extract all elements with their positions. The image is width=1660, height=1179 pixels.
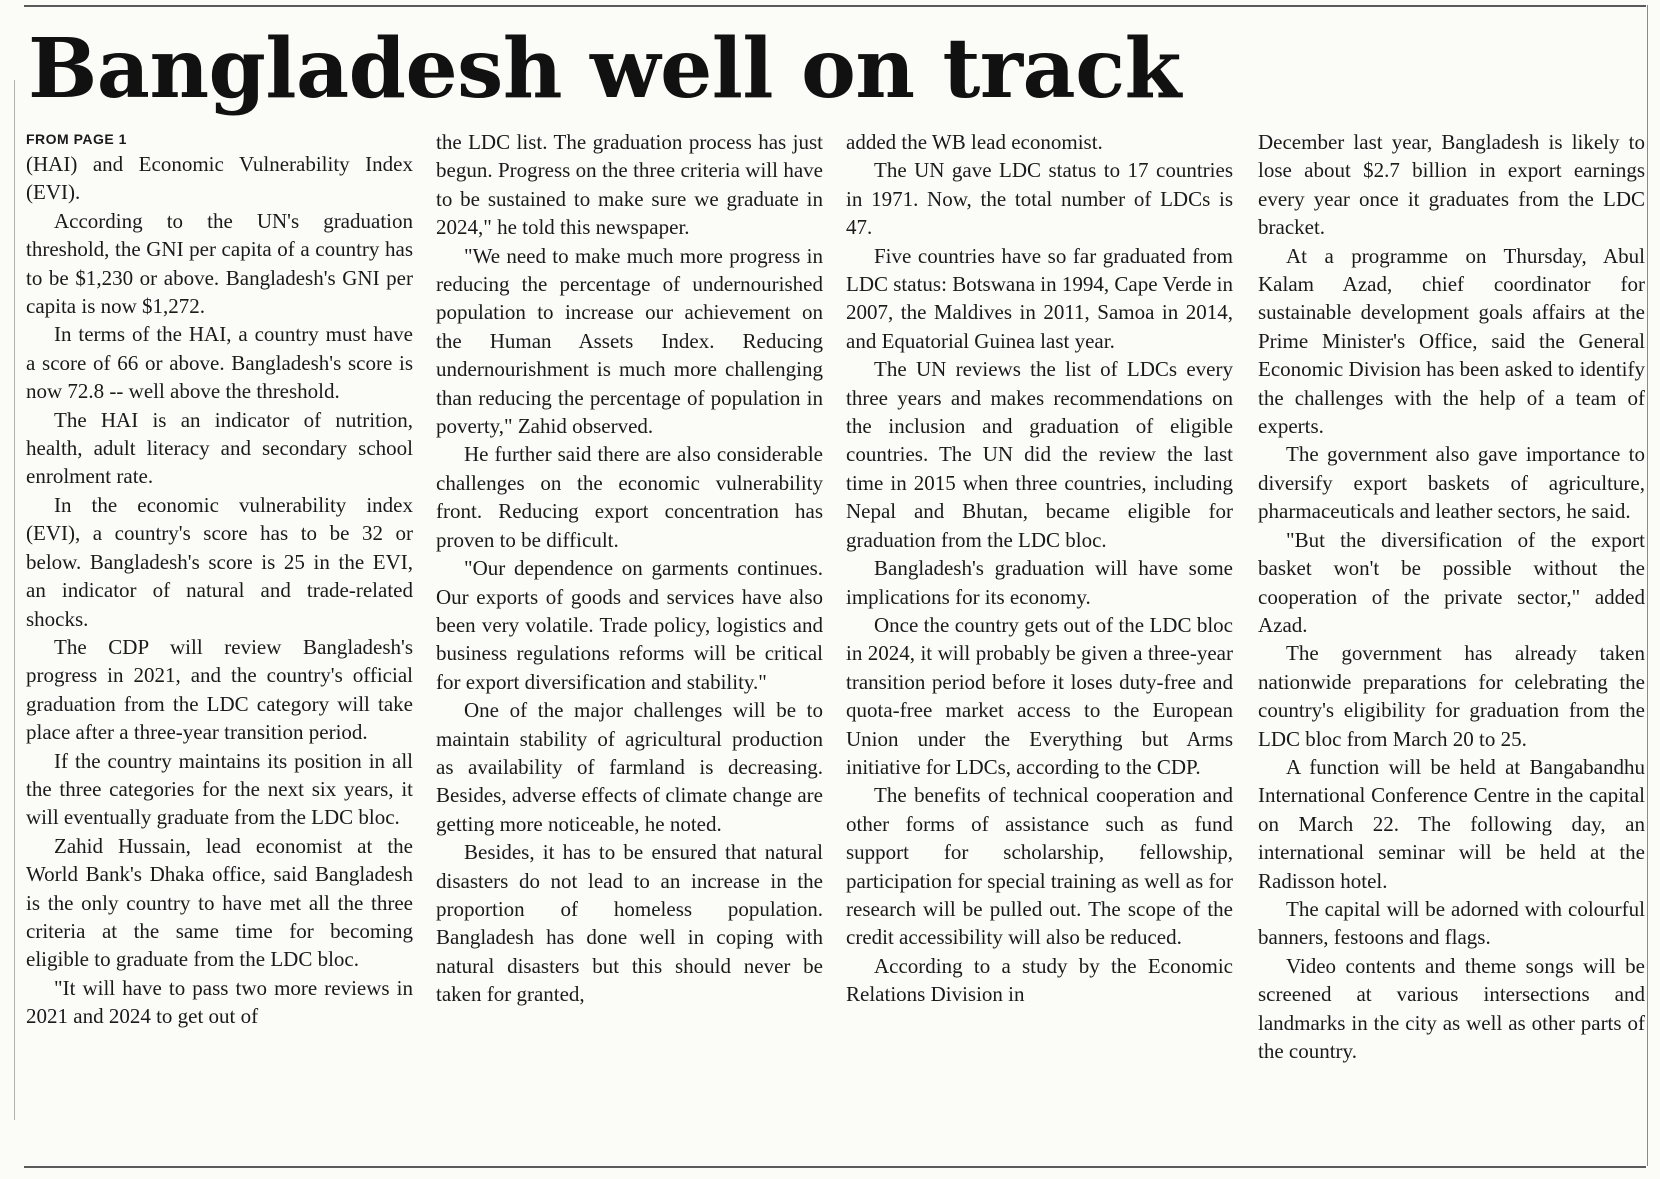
paragraph: "Our dependence on garments continues. Our exports of goods and services have also been very volatile. Trade policy, logistics and business regulations reforms will be critical for export diversification and stability."	[436, 556, 823, 694]
right-edge-line	[1647, 5, 1648, 1166]
paragraph: If the country maintains its position in all the three categories for the next six years, it will eventually graduate from the LDC bloc.	[26, 748, 413, 830]
bottom-rule	[24, 1166, 1646, 1168]
article-column-2	[436, 128, 823, 1158]
paragraph: Zahid Hussain, lead economist at the World Bank's Dhaka office, said Bangladesh is the only country to have met all the three criteria at the same time for becoming eligible to graduate from the LDC bloc.	[26, 833, 413, 972]
paragraph: The capital will be adorned with colourful banners, festoons and flags.	[1258, 896, 1645, 950]
paragraph: The UN gave LDC status to 17 countries in 1971. Now, the total number of LDCs is 47.	[846, 158, 1233, 240]
paragraph: According to the UN's graduation threshold, the GNI per capita of a country has to be $1,230 or above. Bangladesh's GNI per capita is now $1,272.	[26, 208, 413, 319]
paragraph: The HAI is an indicator of nutrition, health, adult literacy and secondary school enrolment rate.	[26, 407, 413, 489]
article-column-3	[846, 128, 1233, 1158]
paragraph: According to a study by the Economic Relations Division in	[846, 953, 1233, 1007]
headline: Bangladesh well on track	[28, 21, 1181, 117]
paragraph: added the WB lead economist.	[846, 130, 1103, 154]
paragraph: (HAI) and Economic Vulnerability Index (EVI).	[26, 152, 413, 205]
paragraph: Bangladesh's graduation will have some implications for its economy.	[846, 556, 1233, 609]
article-column-1	[26, 128, 413, 1158]
paragraph: Besides, it has to be ensured that natural disasters do not lead to an increase in the proportion of homeless population. Bangladesh has done well in coping with natural disasters but this should never be taken for granted,	[436, 840, 823, 1007]
paragraph: In the economic vulnerability index (EVI), a country's score has to be 32 or below. Bangladesh's score is 25 in the EVI, an indicator of natural and trade-related shocks.	[26, 492, 413, 631]
paragraph: Once the country gets out of the LDC bloc in 2024, it will probably be given a three-year transition period before it loses duty-free and quota-free market access to the European Union under the Everything but Arms initiative for LDCs, according to the CDP.	[846, 612, 1233, 779]
article-column-4	[1258, 128, 1645, 1158]
paragraph: December last year, Bangladesh is likely to lose about $2.7 billion in export earnings every year once it graduates from the LDC bracket.	[1258, 130, 1645, 240]
left-edge-line	[14, 80, 15, 1120]
paragraph: The UN reviews the list of LDCs every three years and makes recommendations on the inclusion and graduation of eligible countries. The UN did the review the last time in 2015 when three countries, including Nepal and Bhutan, became eligible for graduation from the LDC bloc.	[846, 357, 1233, 552]
paragraph: A function will be held at Bangabandhu International Conference Centre in the capital on March 22. The following day, an international seminar will be held at the Radisson hotel.	[1258, 754, 1645, 893]
paragraph: The CDP will review Bangladesh's progress in 2021, and the country's official graduation from the LDC category will take place after a three-year transition period.	[26, 634, 413, 745]
paragraph: "We need to make much more progress in reducing the percentage of undernourished population to increase our achievement on the Human Assets Index. Reducing undernourishment is much more challenging than reducing the percentage of population in poverty," Zahid observed.	[436, 243, 823, 439]
paragraph: Video contents and theme songs will be screened at various intersections and landmarks in the city as well as other parts of the country.	[1258, 953, 1645, 1063]
kicker-from-page: FROM PAGE 1	[26, 131, 127, 147]
paragraph: "But the diversification of the export basket won't be possible without the cooperation of the private sector," added Azad.	[1258, 527, 1645, 637]
paragraph: The benefits of technical cooperation and other forms of assistance such as fund support for scholarship, fellowship, participation for special training as well as for research will be pulled out. The scope of the credit accessibility will also be reduced.	[846, 783, 1233, 950]
paragraph: "It will have to pass two more reviews in 2021 and 2024 to get out of	[26, 975, 413, 1029]
paragraph: Five countries have so far graduated from LDC status: Botswana in 1994, Cape Verde in 2007, the Maldives in 2011, Samoa in 2014, and Equatorial Guinea last year.	[846, 243, 1233, 353]
paragraph: He further said there are also considerable challenges on the economic vulnerability front. Reducing export concentration has proven to be difficult.	[436, 442, 823, 552]
paragraph: One of the major challenges will be to maintain stability of agricultural production as availability of farmland is decreasing. Besides, adverse effects of climate change are getting more noticeable, he noted.	[436, 698, 823, 836]
top-rule	[24, 5, 1646, 7]
paragraph: In terms of the HAI, a country must have a score of 66 or above. Bangladesh's score is now 72.8 -- well above the threshold.	[26, 322, 413, 404]
paragraph: The government also gave importance to diversify export baskets of agriculture, pharmaceuticals and leather sectors, he said.	[1258, 442, 1645, 524]
paragraph: At a programme on Thursday, Abul Kalam Azad, chief coordinator for sustainable development goals affairs at the Prime Minister's Office, said the General Economic Division has been asked to identify the challenges with the help of a team of experts.	[1258, 243, 1645, 439]
paragraph: The government has already taken nationwide preparations for celebrating the country's eligibility for graduation from the LDC bloc from March 20 to 25.	[1258, 641, 1645, 751]
paragraph: the LDC list. The graduation process has just begun. Progress on the three criteria will have to be sustained to make sure we graduate in 2024," he told this newspaper.	[436, 130, 823, 240]
